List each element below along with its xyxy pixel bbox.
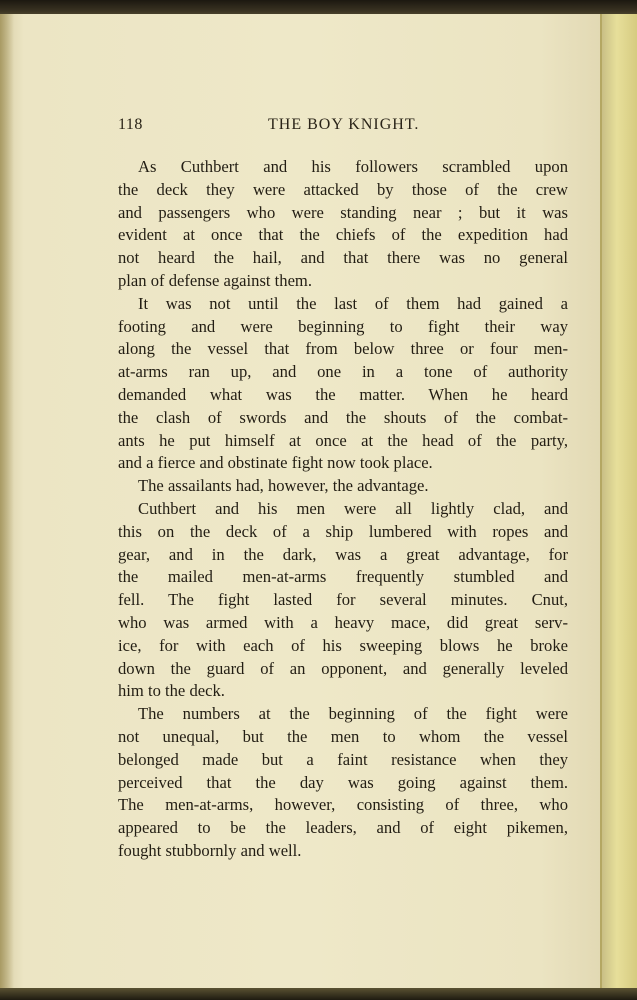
paragraph <box>118 293 568 475</box>
next-page-edge <box>600 14 637 990</box>
page-gutter-shadow <box>0 14 14 990</box>
paragraph <box>118 703 568 863</box>
text-line: fell. The fight lasted for several minutes. Cnut, <box>118 590 568 610</box>
body-text <box>118 156 568 863</box>
book-bottom-edge <box>0 988 637 1000</box>
text-line: who was armed with a heavy mace, did great serv- <box>118 612 568 632</box>
text-line: belonged made but a faint resistance when they <box>118 749 568 769</box>
text-line: along the vessel that from below three or four men- <box>118 339 568 359</box>
text-line: demanded what was the matter. When he heard <box>118 384 568 404</box>
text-line: down the guard of an opponent, and generally leveled <box>118 658 568 678</box>
text-line: As Cuthbert and his followers scrambled upon <box>138 157 568 176</box>
text-line: the clash of swords and the shouts of the combat- <box>118 407 568 427</box>
text-line: The assailants had, however, the advantage. <box>138 476 429 496</box>
paragraph <box>118 156 568 293</box>
text-line: It was not until the last of them had gained a <box>138 293 568 313</box>
text-line: The men-at-arms, however, consisting of three, who <box>118 795 568 815</box>
page-number: 118 <box>118 116 143 133</box>
text-line: not heard the hail, and that there was no general <box>118 248 568 268</box>
paragraph <box>118 475 568 498</box>
text-line: not unequal, but the men to whom the vessel <box>118 726 568 746</box>
text-line: appeared to be the leaders, and of eight pikemen, <box>118 818 568 838</box>
text-line: fought stubbornly and well. <box>118 840 302 860</box>
text-line: footing and were beginning to fight their way <box>118 316 568 336</box>
text-line: evident at once that the chiefs of the expedition had <box>118 225 568 245</box>
text-line: the mailed men-at-arms frequently stumbled and <box>118 567 568 587</box>
text-line: and a fierce and obstinate fight now took place. <box>118 453 433 473</box>
text-line: this on the deck of a ship lumbered with ropes and <box>118 521 568 541</box>
text-line: him to the deck. <box>118 681 225 701</box>
text-line: The numbers at the beginning of the fight were <box>138 704 568 724</box>
text-line: ants he put himself at once at the head of the party, <box>118 430 568 450</box>
text-line: and passengers who were standing near ; but it was <box>118 202 568 222</box>
text-line: Cuthbert and his men were all lightly clad, and <box>138 498 568 518</box>
book-title: THE BOY KNIGHT. <box>268 116 420 133</box>
text-line: gear, and in the dark, was a great advantage, for <box>118 544 568 564</box>
text-line: the deck they were attacked by those of the crew <box>118 179 568 199</box>
running-head <box>118 116 568 140</box>
text-line: ice, for with each of his sweeping blows he broke <box>118 635 568 655</box>
text-line: perceived that the day was going against them. <box>118 772 568 792</box>
text-line: plan of defense against them. <box>118 270 312 290</box>
text-line: at-arms ran up, and one in a tone of authority <box>118 362 568 382</box>
paragraph <box>118 498 568 703</box>
